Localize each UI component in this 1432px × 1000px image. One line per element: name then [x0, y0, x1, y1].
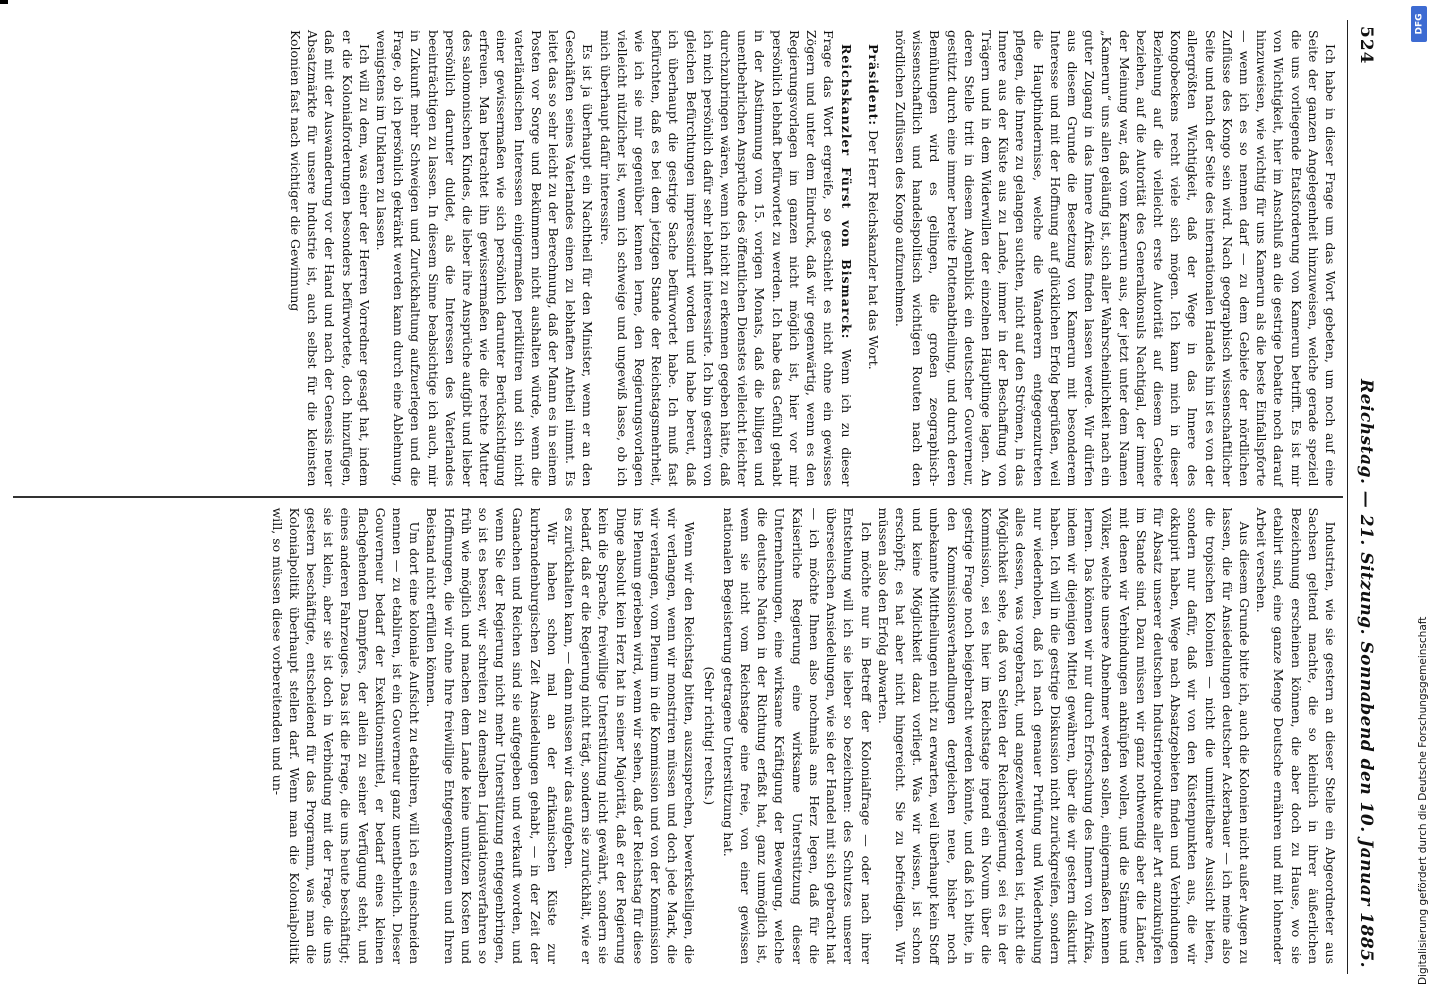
paragraph: Aus diesem Grunde bitte ich, auch die Kolonien nicht außer Augen zu lassen, die für Ansiedelungen deutscher Ackerbauer — ich meine also die tropischen Kolonien — nicht die unmittelbare Aussicht bieten, sondern nur dafür, daß wir von den Küstenpunkten aus, die wir okkupirt haben, Wege nach Absatzgebieten finden und Verbindungen für Absatz unserer deutschen Industrieprodukte aller Art anzuknüpfen im Stande sind. Dazu müssen wir ganz nothwendig aber die Länder, mit denen wir Verbindungen anknüpfen wollen, und die Stämme und Völker, welche unsere Abnehmer werden sollen, einigermaßen kennen lernen. Das können wir nur durch Erforschung des Innern von Afrika, indem wir diejenigen Mittel gewähren, über die wir gestern diskutirt haben. Ich will in die gestrige Diskussion nicht zurückgreifen, sondern nur wiederholen, daß ich nach genauer Prüfung und Wiederholung alles dessen, was vorgebracht, und angezweifelt worden ist, nicht die Möglichkeit sehe, daß von Seiten der Reichsregierung, sei es in der Kommission, sei es hier im Reichstage irgend ein Novum über die gestrige Frage noch beigebracht werden könnte, und daß ich bitte, in den Kommissionsverhandlungen dergleichen neue, bisher noch unbekannte Mittheilungen nicht zu erwarten, weil überhaupt kein Stoff und keine Möglichkeit dazu vorliegt. Was wir wissen, ist schon erschöpft; es hat aber nicht hingereicht. Sie zu befriedigen. Wir müssen also den Erfolg abwarten. [875, 507, 1252, 964]
paragraph: Ich möchte nur in Betreff der Kolonialfrage — oder nach ihrer Entstehung will ich sie lieber so bezeichnen: des Schutzes unserer überseeischen Ansiedelungen, wie sie der Handel mit sich gebracht hat — ich möchte Ihnen also nochmals ans Herz legen, daß für die Kaiserliche Regierung eine wirksame Unterstützung dieser Unternehmungen, eine wirksame Kräftigung der Bewegung, welche die deutsche Nation in der Richtung erfaßt hat, ganz unmöglich ist, wenn sie nicht vom Reichstage eine freie, von einer gewissen nationalen Begeisterung getragene Unterstützung hat. [720, 507, 874, 964]
right-column [13, 498, 1343, 974]
paragraph: Um dort eine koloniale Aufsicht zu etabliren, will ich es einschneiden nennen — zu etabliren, ist ein Gouverneur ganz unentbehrlich. Dieser Gouverneur bedarf der Exekutionsmittel, er bedarf eines kleinen flachgehenden Dampfers, der allein zu seiner Verfügung steht, und eines anderen Fahrzeuges. Das ist die Frage, die uns heute beschäftigt; sie ist klein, aber sie ist doch in Verbindung mit der Frage, die uns gestern beschäftigte, entscheidend für das Programm, was man die Kolonialpolitik überhaupt stellen darf. Wenn man die Kolonialpolitik will, so müssen diese vorbereitenden und un- [269, 507, 423, 964]
page-number: 524 [1356, 26, 1376, 65]
paragraph: Ich will zu dem, was einer der Herren Vorredner gesagt hat, indem er die Kolonialforderungen besonders befürwortete, doch hinzufügen, daß mit der Auswanderung vor der Hand und nach der Genesis neuer Absatzmärkte für unsere Industrie ist, auch selbst für die kleinsten Kolonien fast nach wichtiger die Gewinnung [288, 30, 372, 487]
chancellor-paragraph [596, 30, 854, 486]
speech-text: Wenn ich zu dieser Frage das Wort ergreife, so geschieht es nicht ohne ein gewisses Zögern und unter dem Eindruck, daß wir gegenwärtig, wenn es den Regierungsvorlagen im ganzen nicht möglich ist, hier vor mir persönlich lebhaft befürwortet zu werden. Ich habe das Gefühl gehabt in der Abstimmung vom 15. vorigen Monats, daß die billigen und unentbehrlichen Ansprüche des öffentlichen Dienstes vielleicht leichter durchzubringen wären, wenn ich nicht zu erkennen gegeben hätte, daß ich mich persönlich dafür sehr lebhaft interessirte. Ich bin gestern von gleichen Befürchtungen impressionirt worden und habe bereut, daß ich überhaupt die gestrige Sache befürwortet habe. Ich muß fast befürchten, daß es bei dem jetzigen Stande der Reichstagsmehrheit, wie ich sie mir gegenüber kennen lerne, den Regierungsvorlagen vielleicht nützlicher ist, wenn ich schweige und ungewiß lasse, ob ich mich überhaupt dafür interessire. [597, 30, 854, 487]
speaker-label: Präsident: [865, 44, 881, 127]
paragraph: Ich habe in dieser Frage um das Wort gebeten, um noch auf eine Seite der ganzen Angelegenheit hinzuweisen, welche gerade speziell die uns vorliegende Etatsforderung von Kamerun betrifft. Es ist mir von Wichtigkeit, hier im Anschluß an die gestrige Debatte noch darauf hinzuweisen, wie wichtig für uns Kamerun als die beste Einfallspforte — wenn ich es so nennen darf — zu dem Gebiete der nördlichen Zuflüsse des Kongo sein wird. Nach geographisch wissenschaftlicher Seite und nach der Seite des internationalen Handels hin ist es von der allergrößten Wichtigkeit, daß der Wege in das Innere des Kongobeckens recht viele sich mögen. Ich kann mich in dieser Beziehung auf die vielleicht erste Autorität auf diesem Gebiete beziehen, auf die Autorität des Generalkonsuls Nachtigal, der immer der Meinung war, daß vom Kamerun aus, der jetzt unter dem Namen „Kamerun“ uns allen geläufig ist, sich aller Wahrscheinlichkeit nach ein guter Zugang in das Innere Afrikas finden lassen werde. Wir dürfen aus diesem Grunde die Besetzung von Kamerun mit besonderem Interesse und mit der Hoffnung auf glücklichen Erfolg begrüßen, weil die Haupthindernisse, welche die Wanderern entgegenzutreten pflegen, die Innere zu gelangen suchten, nicht auf den Strömen, in das Innere aus der Küste aus zu Lande, immer in der Beschaffung von Trägern und in dem Widerwillen der einzelnen Häuptlinge lagen. An deren Stelle tritt in diesem Augenblick ein deutscher Gouverneur, gestützt durch eine immer bereite Flottenabtheilung, und durch deren Bemühungen wird es gelingen, die großen zeographisch-wissenschaftlich und handelspolitisch wichtigen Routen nach den nördlichen Zuflüssen des Kongo aufzunehmen. [892, 30, 1338, 487]
dfg-logo-text: DFG [1414, 13, 1425, 35]
paragraph: Wenn wir den Reichstag bitten, auszusprechen, bewerkstelligen, die wir verlangen, wenn wir monstriren müssen und doch jede Mark, die wir verlangen, vom Plenum in die Kommission und von der Kommission ins Plenum gerieben wird, wenn wir sehen, daß der Reichstag für diese Dinge absolut kein Herz hat in seiner Majorität, daß er der Regierung kein die Sprache, freiwillige Unterstützung nicht gewährt, sondern sie bedarf, daß er die Regierung nicht trägt, sondern sie zurückhält, wie er es zurückhalten kann, — dann müssen wir das aufgeben. [562, 507, 698, 964]
dfg-logo [1411, 6, 1427, 42]
running-title: Reichstag. — 21. Sitzung. Sonnabend den 10. Januar 1885. [1356, 379, 1376, 968]
speaker-label: Reichskanzler Fürst von Bismarck: [838, 44, 854, 340]
digitization-credit: Digitalisierung gefördert durch die Deutsche Forschungsgemeinschaft [1417, 616, 1429, 985]
president-line [865, 30, 882, 486]
applause-note: (Sehr richtig! rechts.) [701, 666, 717, 806]
paragraph: Wir haben schon mal an der afrikanischen Küste zur kurbrandenburgischen Zeit Ansiedelungen gehabt, — in der Zeit der Ganachen und Reichen sind sie aufgegeben und verkauft worden, und wenn Sie der Regierung nicht mehr Unterstützung entgegenbringen, so ist es besser, wir schreiten zu demselben Liquidationsverfahren so früh wie möglich und machen dem Lande keine unnützen Kosten und Hoffnungen, die wir ohne Ihre freiwillige Entgegenkommen und Ihren Beistand nicht erfüllen können. [424, 507, 560, 964]
scan-edge-mark [0, 0, 8, 4]
paragraph: Industrien, wie sie gestern an dieser Stelle ein Abgeordneter aus Sachsen geltend machte, die so kleinlich in ihrer äußerlichen Bezeichnung erscheinen können, die aber doch zu Hause, wo sie etablirt sind, eine ganze Menge Deutsche ernähren und mit lohnender Arbeit versehen. [1254, 507, 1338, 964]
left-column [13, 20, 1343, 496]
president-text: Der Herr Reichskanzler hat das Wort. [865, 130, 881, 370]
text-columns [13, 20, 1343, 974]
page-header [1347, 20, 1376, 974]
paragraph: Es ist ja überhaupt ein Nachtheil für den Minister, wenn er an den Geschäften seines Vaterlandes einen zu lebhaften Antheil nimmt. Es leitet das so sehr leicht zu der Berechnung, daß der Mann es in seinem Posten vor Sorge und Bekümmern nicht aushalten würde, wenn die vaterländischen Interessen einigermaßen periklitiren und sich nicht einer gewissermaßen wie sich persönlich darunter Berücksichtigung erfreuen. Man betrachtet ihn gewissermaßen wie die rechte Mutter des salomonischen Kindes, die lieber ihre Ansprüche aufgibt und lieber persönlich darunter duldet, als die Interessen des Vaterlandes beeinträchtigen zu lassen. In diesem Sinne beabsichtige ich auch, mir in Zukunft mehr Schweigen und Zurückhaltung aufzuerlegen und die Frage, ob ich persönlich gekränkt werden kann durch eine Ablehnung, wenigstens im Unklaren zu lassen. [374, 30, 596, 487]
